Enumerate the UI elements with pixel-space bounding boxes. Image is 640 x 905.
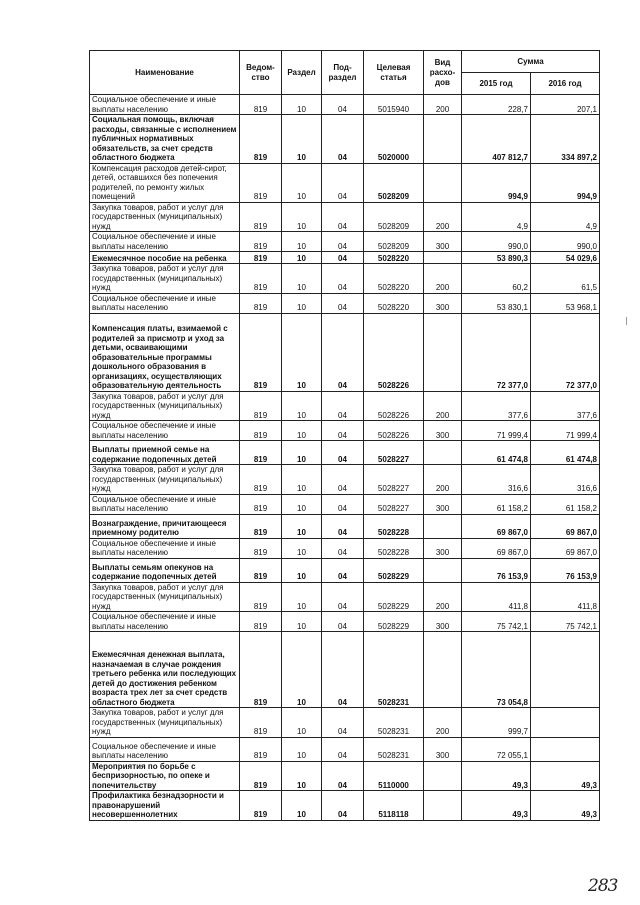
row-podrazdel: 04 [322,313,364,391]
row-vedom: 819 [240,494,282,514]
row-razdel: 10 [282,95,322,115]
table-row [90,264,600,294]
row-vid: 200 [424,95,462,115]
row-statya: 5118118 [364,791,424,821]
row-razdel: 10 [282,252,322,264]
page-number: 283 [588,876,618,896]
row-vid [424,252,462,264]
row-sum-2016 [531,737,600,761]
row-razdel: 10 [282,737,322,761]
row-vid: 200 [424,264,462,294]
row-name: Социальное обеспечение и иные выплаты населению [90,293,240,313]
row-sum-2016: 411,8 [531,582,600,612]
row-podrazdel: 04 [322,252,364,264]
row-razdel: 10 [282,115,322,164]
row-vedom: 819 [240,421,282,441]
row-razdel: 10 [282,232,322,252]
row-podrazdel: 04 [322,293,364,313]
row-statya: 5028228 [364,514,424,538]
row-sum-2016: 53 968,1 [531,293,600,313]
row-podrazdel: 04 [322,558,364,582]
row-sum-2015: 61 158,2 [462,494,531,514]
row-podrazdel: 04 [322,737,364,761]
row-razdel: 10 [282,558,322,582]
row-sum-2015: 994,9 [462,163,531,202]
row-name: Ежемесячная денежная выплата, назначаемая в случае рождения третьего ребенка или последующих детей до достижения ребенком возраста трех лет за счет средств областного бюджета [90,632,240,708]
table-row [90,538,600,558]
row-statya: 5028209 [364,163,424,202]
row-razdel: 10 [282,421,322,441]
row-sum-2015: 75 742,1 [462,612,531,632]
row-vedom: 819 [240,538,282,558]
edge-mark [626,317,627,325]
row-statya: 5028226 [364,421,424,441]
row-sum-2016: 75 742,1 [531,612,600,632]
row-razdel: 10 [282,514,322,538]
row-podrazdel: 04 [322,465,364,495]
row-sum-2015: 69 867,0 [462,538,531,558]
row-name: Закупка товаров, работ и услуг для государственных (муниципальных) нужд [90,465,240,495]
row-sum-2015: 61 474,8 [462,441,531,465]
row-sum-2015: 72 055,1 [462,737,531,761]
row-podrazdel: 04 [322,708,364,738]
row-razdel: 10 [282,494,322,514]
row-vid: 200 [424,391,462,421]
row-sum-2016: 69 867,0 [531,514,600,538]
row-name: Социальное обеспечение и иные выплаты населению [90,421,240,441]
row-vedom: 819 [240,115,282,164]
row-statya: 5028226 [364,391,424,421]
row-podrazdel: 04 [322,202,364,232]
table-row [90,441,600,465]
row-razdel: 10 [282,293,322,313]
row-sum-2016 [531,708,600,738]
table-row [90,465,600,495]
row-vid [424,761,462,791]
row-sum-2016: 71 999,4 [531,421,600,441]
row-vid [424,558,462,582]
row-razdel: 10 [282,791,322,821]
row-name: Ежемесячное пособие на ребенка [90,252,240,264]
row-razdel: 10 [282,163,322,202]
row-sum-2016: 207,1 [531,95,600,115]
row-name: Закупка товаров, работ и услуг для государственных (муниципальных) нужд [90,202,240,232]
row-vid: 300 [424,737,462,761]
table-row [90,494,600,514]
table-body [90,95,600,821]
row-name: Выплаты семьям опекунов на содержание подопечных детей [90,558,240,582]
row-sum-2016 [531,632,600,708]
budget-table [89,50,600,821]
row-vedom: 819 [240,293,282,313]
row-vid: 200 [424,582,462,612]
header-summa: Сумма [462,51,600,73]
row-vid [424,441,462,465]
row-vedom: 819 [240,558,282,582]
row-name: Социальное обеспечение и иные выплаты населению [90,494,240,514]
row-statya: 5028226 [364,313,424,391]
row-sum-2016: 334 897,2 [531,115,600,164]
row-vedom: 819 [240,441,282,465]
row-podrazdel: 04 [322,421,364,441]
table-row [90,632,600,708]
row-razdel: 10 [282,708,322,738]
row-podrazdel: 04 [322,612,364,632]
row-vid: 300 [424,232,462,252]
row-vedom: 819 [240,163,282,202]
header-vid: Вид расхо-дов [424,51,462,95]
table-row [90,558,600,582]
row-sum-2016: 377,6 [531,391,600,421]
row-statya: 5028231 [364,632,424,708]
row-sum-2016: 49,3 [531,761,600,791]
row-statya: 5020000 [364,115,424,164]
row-sum-2016: 69 867,0 [531,538,600,558]
row-vid [424,163,462,202]
row-sum-2016: 61 158,2 [531,494,600,514]
row-statya: 5028227 [364,441,424,465]
row-razdel: 10 [282,441,322,465]
header-2016: 2016 год [531,73,600,95]
table-row [90,313,600,391]
row-vedom: 819 [240,202,282,232]
row-sum-2015: 69 867,0 [462,514,531,538]
header-razdel: Раздел [282,51,322,95]
row-sum-2016: 54 029,6 [531,252,600,264]
row-sum-2016: 61,5 [531,264,600,294]
row-sum-2015: 999,7 [462,708,531,738]
row-statya: 5028227 [364,494,424,514]
row-name: Социальное обеспечение и иные выплаты населению [90,232,240,252]
row-sum-2016: 990,0 [531,232,600,252]
row-name: Социальное обеспечение и иные выплаты населению [90,612,240,632]
table-row [90,202,600,232]
row-statya: 5028220 [364,252,424,264]
row-statya: 5028228 [364,538,424,558]
row-podrazdel: 04 [322,791,364,821]
row-razdel: 10 [282,538,322,558]
header-name: Наименование [90,51,240,95]
row-sum-2015: 990,0 [462,232,531,252]
row-sum-2016: 49,3 [531,791,600,821]
row-sum-2015: 316,6 [462,465,531,495]
row-vedom: 819 [240,391,282,421]
row-statya: 5015940 [364,95,424,115]
row-sum-2015: 73 054,8 [462,632,531,708]
row-razdel: 10 [282,264,322,294]
row-podrazdel: 04 [322,232,364,252]
row-statya: 5028220 [364,293,424,313]
row-razdel: 10 [282,313,322,391]
row-vid: 300 [424,293,462,313]
row-name: Компенсация расходов детей-сирот, детей, оставшихся без попечения родителей, по ремонту жилых помещений [90,163,240,202]
header-vedom: Ведом-ство [240,51,282,95]
table-header [90,51,600,95]
row-vedom: 819 [240,465,282,495]
row-vedom: 819 [240,514,282,538]
row-name: Вознаграждение, причитающееся приемному родителю [90,514,240,538]
row-name: Социальная помощь, включая расходы, связанные с исполнением публичных нормативных обязательств, за счет средств областного бюджета [90,115,240,164]
row-statya: 5028229 [364,582,424,612]
row-vedom: 819 [240,313,282,391]
row-statya: 5028231 [364,737,424,761]
table-row [90,391,600,421]
row-name: Выплаты приемной семье на содержание подопечных детей [90,441,240,465]
row-sum-2015: 60,2 [462,264,531,294]
row-statya: 5028209 [364,202,424,232]
row-vedom: 819 [240,252,282,264]
row-name: Социальное обеспечение и иные выплаты населению [90,737,240,761]
row-vid: 200 [424,202,462,232]
row-razdel: 10 [282,391,322,421]
row-vid: 300 [424,494,462,514]
row-statya: 5028229 [364,612,424,632]
table-row [90,708,600,738]
row-podrazdel: 04 [322,264,364,294]
row-razdel: 10 [282,202,322,232]
row-sum-2015: 71 999,4 [462,421,531,441]
table-row [90,514,600,538]
row-sum-2015: 72 377,0 [462,313,531,391]
row-vid: 300 [424,538,462,558]
table-row [90,612,600,632]
row-vedom: 819 [240,708,282,738]
row-vid: 200 [424,465,462,495]
row-podrazdel: 04 [322,95,364,115]
row-sum-2016: 76 153,9 [531,558,600,582]
row-podrazdel: 04 [322,163,364,202]
row-sum-2015: 228,7 [462,95,531,115]
row-sum-2016: 4,9 [531,202,600,232]
row-sum-2015: 407 812,7 [462,115,531,164]
table-row [90,293,600,313]
row-name: Закупка товаров, работ и услуг для государственных (муниципальных) нужд [90,708,240,738]
row-name: Социальное обеспечение и иные выплаты населению [90,538,240,558]
row-podrazdel: 04 [322,582,364,612]
row-sum-2015: 76 153,9 [462,558,531,582]
row-vid: 200 [424,708,462,738]
row-razdel: 10 [282,632,322,708]
row-name: Закупка товаров, работ и услуг для государственных (муниципальных) нужд [90,391,240,421]
row-podrazdel: 04 [322,632,364,708]
row-sum-2015: 53 830,1 [462,293,531,313]
row-sum-2016: 61 474,8 [531,441,600,465]
row-vid [424,115,462,164]
row-vedom: 819 [240,582,282,612]
table-row [90,232,600,252]
row-podrazdel: 04 [322,441,364,465]
row-vid: 300 [424,421,462,441]
row-name: Профилактика безнадзорности и правонарушений несовершеннолетних [90,791,240,821]
row-statya: 5028220 [364,264,424,294]
row-podrazdel: 04 [322,494,364,514]
row-podrazdel: 04 [322,761,364,791]
table-row [90,791,600,821]
row-vid: 300 [424,612,462,632]
row-statya: 5028231 [364,708,424,738]
row-vid [424,313,462,391]
table-row [90,761,600,791]
row-sum-2015: 53 890,3 [462,252,531,264]
row-name: Компенсация платы, взимаемой с родителей за присмотр и уход за детьми, осваивающими образовательные программы дошкольного образования в организациях, осуществляющих образовательную деятельность [90,313,240,391]
row-statya: 5028227 [364,465,424,495]
row-sum-2015: 49,3 [462,791,531,821]
row-vid [424,791,462,821]
header-2015: 2015 год [462,73,531,95]
row-podrazdel: 04 [322,514,364,538]
row-podrazdel: 04 [322,391,364,421]
table-row [90,95,600,115]
row-name: Закупка товаров, работ и услуг для государственных (муниципальных) нужд [90,264,240,294]
row-vedom: 819 [240,737,282,761]
row-statya: 5110000 [364,761,424,791]
row-podrazdel: 04 [322,538,364,558]
row-podrazdel: 04 [322,115,364,164]
row-name: Мероприятия по борьбе с беспризорностью, по опеке и попечительству [90,761,240,791]
row-name: Социальное обеспечение и иные выплаты населению [90,95,240,115]
row-vid [424,632,462,708]
table-row [90,737,600,761]
row-sum-2016: 316,6 [531,465,600,495]
row-vedom: 819 [240,264,282,294]
row-vid [424,514,462,538]
row-razdel: 10 [282,761,322,791]
header-podrazdel: Под-раздел [322,51,364,95]
row-sum-2016: 72 377,0 [531,313,600,391]
row-razdel: 10 [282,582,322,612]
row-vedom: 819 [240,232,282,252]
row-sum-2015: 4,9 [462,202,531,232]
row-razdel: 10 [282,612,322,632]
table-row [90,252,600,264]
row-statya: 5028229 [364,558,424,582]
row-vedom: 819 [240,612,282,632]
row-vedom: 819 [240,761,282,791]
table-row [90,163,600,202]
row-vedom: 819 [240,95,282,115]
table-row [90,582,600,612]
row-name: Закупка товаров, работ и услуг для государственных (муниципальных) нужд [90,582,240,612]
row-vedom: 819 [240,791,282,821]
row-sum-2015: 377,6 [462,391,531,421]
table-row [90,115,600,164]
row-statya: 5028209 [364,232,424,252]
row-sum-2015: 411,8 [462,582,531,612]
row-vedom: 819 [240,632,282,708]
table-row [90,421,600,441]
row-sum-2015: 49,3 [462,761,531,791]
row-sum-2016: 994,9 [531,163,600,202]
row-razdel: 10 [282,465,322,495]
header-tselevaya: Целевая статья [364,51,424,95]
